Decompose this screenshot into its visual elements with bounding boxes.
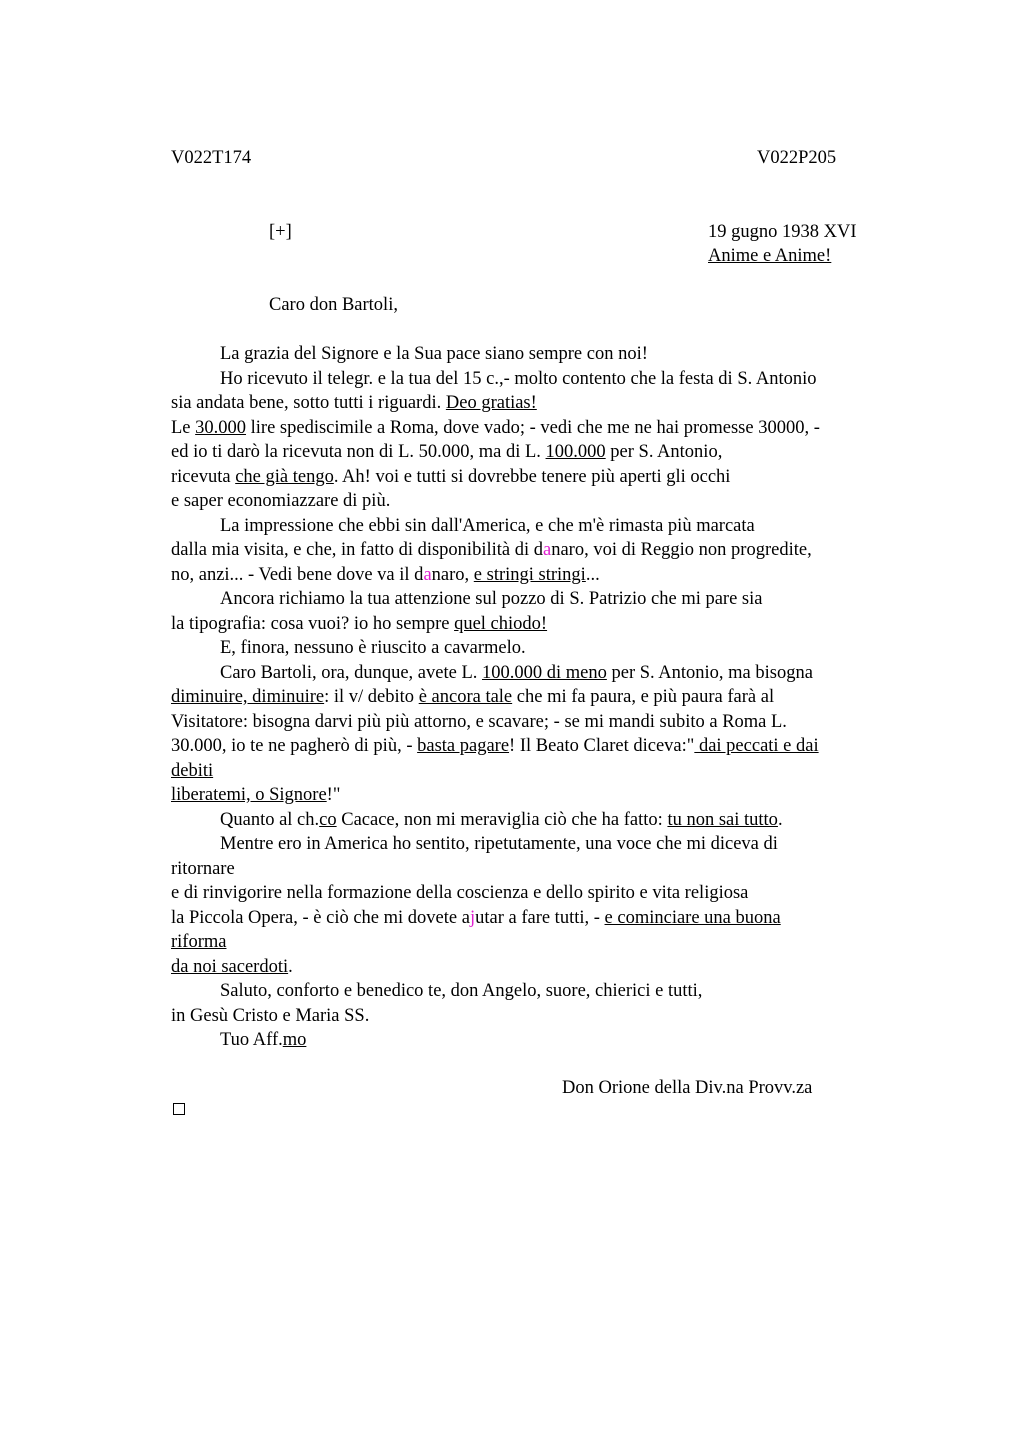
body-line [171, 440, 911, 465]
body-line [171, 710, 911, 735]
body-line [171, 465, 911, 490]
body-line [171, 857, 911, 882]
letter-motto: Anime e Anime! [708, 246, 832, 266]
text-segment: Le [171, 417, 196, 438]
text-segment: ricevuta [171, 466, 236, 487]
body-line [171, 661, 911, 686]
body-line [171, 587, 911, 612]
body-line [171, 930, 911, 955]
salutation: Caro don Bartoli, [269, 295, 398, 315]
highlighted-char: a [542, 540, 552, 560]
underlined-text: da noi sacerdoti [171, 956, 289, 977]
body-line [171, 342, 911, 367]
text-segment: utar a fare tutti, - [475, 907, 605, 928]
underlined-text: 30.000 [195, 417, 247, 438]
underlined-text: riforma [171, 932, 227, 952]
body-line [171, 367, 911, 392]
text-segment: ! Il Beato Claret diceva:" [509, 736, 695, 756]
underlined-text: liberatemi, o Signore [171, 785, 327, 805]
text-segment: la tipografia: cosa vuoi? io ho sempre [171, 613, 455, 634]
text-segment: Caro Bartoli, ora, dunque, avete L. [220, 662, 482, 683]
body-line [171, 514, 911, 539]
text-segment: La impressione che ebbi sin dall'America, e che m'è rimasta più marcata [220, 515, 755, 536]
underlined-text: diminuire, diminuire [171, 687, 325, 707]
text-segment: E, finora, nessuno è riuscito a cavarmelo. [220, 638, 526, 658]
underlined-text: 100.000 di meno [482, 662, 607, 683]
text-segment: per S. Antonio, ma bisogna [606, 662, 813, 683]
body-line [171, 906, 911, 931]
underlined-text: mo [282, 1030, 307, 1050]
body-line [171, 685, 911, 710]
doc-code-right: V022P205 [757, 148, 837, 168]
text-segment: in Gesù Cristo e Maria SS. [171, 1005, 370, 1026]
text-segment: Quanto al ch. [220, 809, 320, 830]
body-line [171, 1028, 911, 1053]
underlined-text: 100.000 [545, 442, 606, 462]
signature: Don Orione della Div.na Provv.za [562, 1078, 813, 1098]
text-segment: Visitatore: bisogna darvi più più attorno, e scavare; - se mi mandi subito a Roma L. [171, 711, 787, 732]
text-segment: Mentre ero in America ho sentito, ripetutamente, una voce che mi diceva di [220, 834, 778, 854]
body-line [171, 416, 911, 441]
text-segment: ritornare [171, 858, 235, 879]
text-segment: ed io ti darò la ricevuta non di L. 50.000, ma di L. [171, 442, 546, 462]
text-segment: Ho ricevuto il telegr. e la tua del 15 c.,- molto contento che la festa di S. Antonio [220, 368, 817, 389]
underlined-text: e cominciare una buona [604, 907, 781, 928]
body-line [171, 783, 911, 808]
body-line [171, 832, 911, 857]
text-segment: per S. Antonio, [605, 442, 723, 462]
text-segment: Cacace, non mi meraviglia ciò che ha fatto: [336, 809, 668, 830]
text-segment: e di rinvigorire nella formazione della coscienza e dello spirito e vita religiosa [171, 883, 749, 903]
underlined-text: co [319, 809, 337, 830]
body-line [171, 808, 911, 833]
text-segment: e saper economiazzare di più. [171, 491, 391, 511]
text-segment: che mi fa paura, e più paura farà al [512, 687, 775, 707]
text-segment: no, anzi... - Vedi bene dove va il d [171, 564, 424, 585]
text-segment: : il v/ debito [324, 687, 419, 707]
body-line [171, 538, 911, 563]
text-segment: ... [585, 564, 600, 585]
text-segment: La grazia del Signore e la Sua pace siano sempre con noi! [220, 344, 648, 364]
doc-code-left: V022T174 [171, 148, 252, 168]
underlined-text: debiti [171, 760, 214, 781]
letter-date: 19 gugno 1938 XVI [708, 222, 857, 242]
text-segment: Ancora richiamo la tua attenzione sul pozzo di S. Patrizio che mi pare sia [220, 589, 763, 609]
underlined-text: tu non sai tutto [667, 809, 778, 830]
body-line [171, 881, 911, 906]
text-segment: dalla mia visita, e che, in fatto di disponibilità di d [171, 540, 543, 560]
underlined-text: quel chiodo! [454, 613, 548, 634]
underlined-text: dai peccati e dai [694, 736, 819, 756]
text-segment: Saluto, conforto e benedico te, don Angelo, suore, chierici e tutti, [220, 981, 703, 1001]
highlighted-char: j [469, 907, 476, 928]
letter-body [171, 342, 911, 1053]
text-segment: 30.000, io te ne pagherò di più, - [171, 736, 418, 756]
text-segment: lire spediscimile a Roma, dove vado; - vedi che me ne hai promesse 30000, - [246, 417, 820, 438]
body-line [171, 734, 911, 759]
body-line [171, 391, 911, 416]
underlined-text: che già tengo [235, 466, 334, 487]
underlined-text: e stringi stringi [473, 564, 586, 585]
checkbox-square-icon [173, 1103, 185, 1115]
text-segment: la Piccola Opera, - è ciò che mi dovete a [171, 907, 470, 928]
text-segment: . [288, 956, 293, 977]
body-line [171, 1004, 911, 1029]
underlined-text: è ancora tale [418, 687, 513, 707]
body-line [171, 489, 911, 514]
text-segment: !" [326, 785, 341, 805]
highlighted-char: a [423, 564, 432, 585]
text-segment: . Ah! voi e tutti si dovrebbe tenere più aperti gli occhi [333, 466, 731, 487]
underlined-text: basta pagare [417, 736, 510, 756]
text-segment: naro, voi di Reggio non progredite, [551, 540, 812, 560]
body-line [171, 636, 911, 661]
body-line [171, 759, 911, 784]
body-line [171, 612, 911, 637]
text-segment: Tuo Aff. [220, 1030, 283, 1050]
text-segment: sia andata bene, sotto tutti i riguardi. [171, 393, 446, 413]
text-segment: naro, [431, 564, 474, 585]
body-line [171, 955, 911, 980]
body-line [171, 979, 911, 1004]
body-line [171, 563, 911, 588]
cross-mark: [+] [269, 222, 292, 242]
text-segment: . [777, 809, 783, 830]
underlined-text: Deo gratias! [445, 393, 537, 413]
